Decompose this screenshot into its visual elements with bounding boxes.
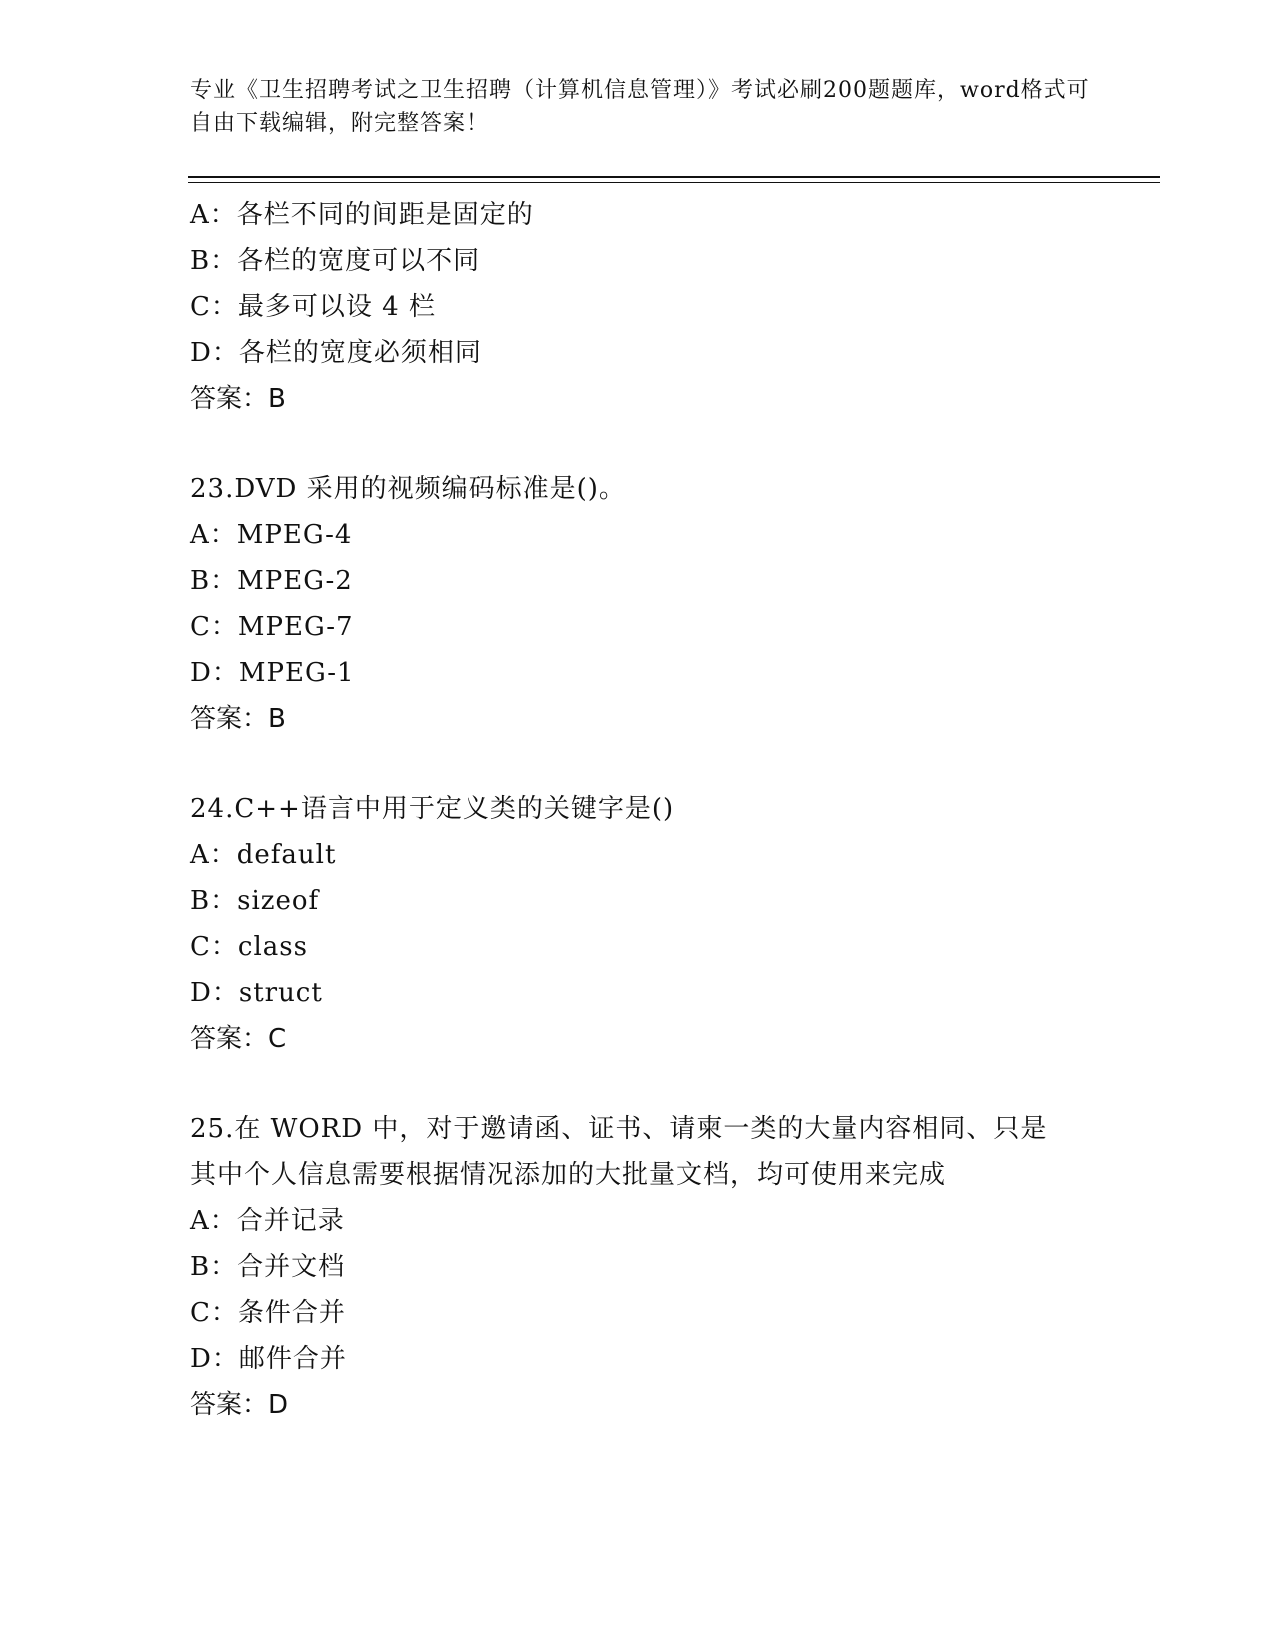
- option-d: D：各栏的宽度必须相同: [190, 338, 482, 368]
- option-a: A：MPEG-4: [190, 520, 353, 550]
- option-a: A：各栏不同的间距是固定的: [190, 200, 534, 230]
- option-d: D：MPEG-1: [190, 658, 355, 688]
- option-a: A：合并记录: [190, 1206, 345, 1236]
- question-23: [190, 466, 1150, 742]
- option-c: C：class: [190, 932, 308, 962]
- option-c: C：MPEG-7: [190, 612, 354, 642]
- question-24: [190, 786, 1150, 1062]
- option-d: D：struct: [190, 978, 323, 1008]
- question-text: 24.C++语言中用于定义类的关键字是(): [190, 794, 675, 824]
- option-c: C：最多可以设 4 栏: [190, 292, 436, 322]
- question-text: 23.DVD 采用的视频编码标准是()。: [190, 474, 626, 504]
- header-rule-thin: [188, 182, 1160, 183]
- option-c: C：条件合并: [190, 1298, 346, 1328]
- answer: 答案：C: [190, 1024, 287, 1054]
- answer: 答案：B: [190, 384, 286, 414]
- question-list: [190, 192, 1150, 1428]
- document-header: 专业《卫生招聘考试之卫生招聘（计算机信息管理）》考试必刷200题题库，word格式可自由下载编辑，附完整答案！: [190, 78, 1090, 136]
- header-rule-thick: [188, 176, 1160, 178]
- answer: 答案：D: [190, 1390, 289, 1420]
- option-d: D：邮件合并: [190, 1344, 347, 1374]
- answer: 答案：B: [190, 704, 286, 734]
- option-a: A：default: [190, 840, 337, 870]
- option-b: B：MPEG-2: [190, 566, 353, 596]
- question-text: 25.在 WORD 中，对于邀请函、证书、请柬一类的大量内容相同、只是其中个人信息需要根据情况添加的大批量文档，均可使用来完成: [190, 1114, 1048, 1190]
- option-b: B：sizeof: [190, 886, 320, 916]
- option-b: B：合并文档: [190, 1252, 346, 1282]
- option-b: B：各栏的宽度可以不同: [190, 246, 481, 276]
- question-22-tail: [190, 192, 1150, 422]
- question-25: [190, 1106, 1150, 1428]
